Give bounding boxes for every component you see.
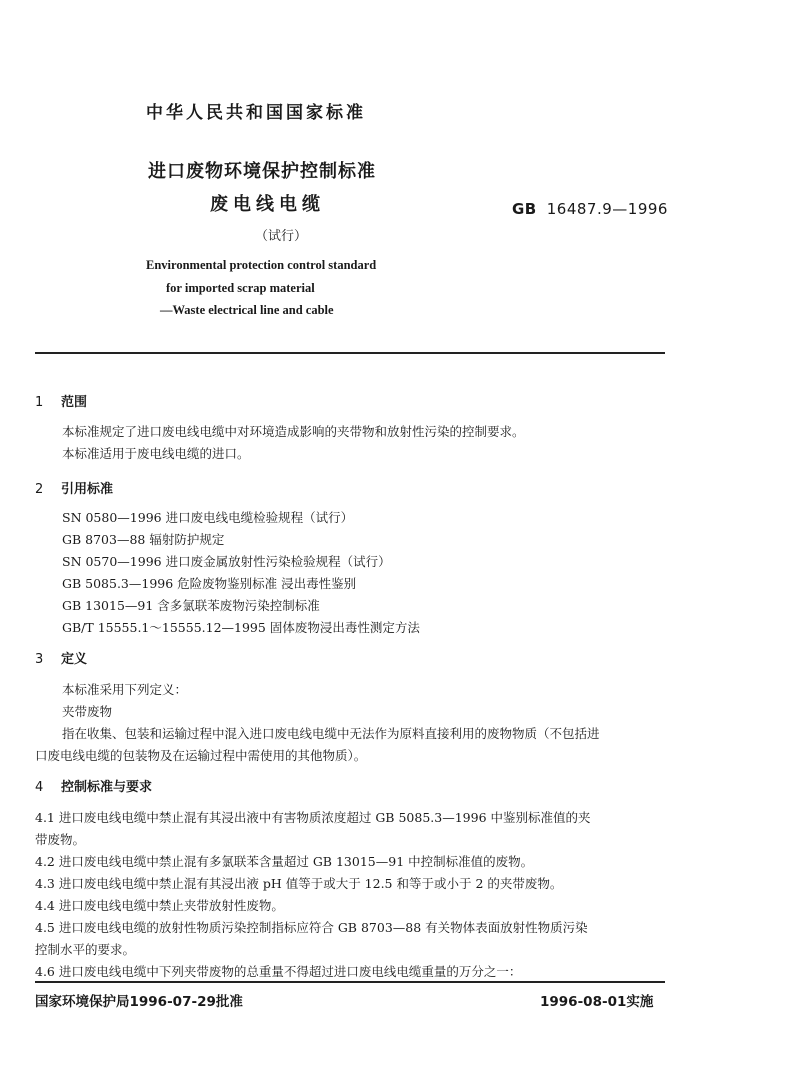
clause-4-2: 4.2 进口废电线电缆中禁止混有多氯联苯含量超过 GB 13015—91 中控制标准值的废物。	[35, 854, 534, 869]
reference-item: GB 8703—88 辐射防护规定	[62, 532, 225, 547]
clause-4-6: 4.6 进口废电线电缆中下列夹带废物的总重量不得超过进口废电线电缆重量的万分之一：	[35, 964, 522, 979]
standard-code: 16487.9—1996	[546, 200, 668, 218]
clause-4-3: 4.3 进口废电线电缆中禁止混有其浸出液 pH 值等于或大于 12.5 和等于或小于 2 的夹带废物。	[35, 876, 563, 891]
standard-prefix: GB	[512, 200, 537, 218]
section-3-term: 夹带废物	[62, 704, 113, 719]
section-2-heading: 2 引用标准	[35, 482, 114, 497]
section-3-intro: 本标准采用下列定义：	[62, 682, 188, 697]
clause-4-1-line-2: 带废物。	[35, 832, 86, 847]
national-standard-heading: 中华人民共和国国家标准	[146, 103, 366, 123]
approval-date: 国家环境保护局1996-07-29批准	[35, 994, 243, 1010]
reference-item: GB 5085.3—1996 危险废物鉴别标准 浸出毒性鉴别	[62, 576, 357, 591]
section-1-para-2: 本标准适用于废电线电缆的进口。	[62, 446, 250, 461]
english-title-line-1: Environmental protection control standard	[146, 258, 377, 272]
section-4-heading: 4 控制标准与要求	[35, 780, 153, 795]
header-divider	[35, 352, 665, 354]
trial-note: （试行）	[255, 229, 308, 244]
reference-item: SN 0570—1996 进口废金属放射性污染检验规程（试行）	[62, 554, 391, 569]
clause-4-1-line-1: 4.1 进口废电线电缆中禁止混有其浸出液中有害物质浓度超过 GB 5085.3—1996 中鉴别标准值的夹	[35, 810, 591, 825]
clause-4-4: 4.4 进口废电线电缆中禁止夹带放射性废物。	[35, 898, 284, 913]
footer-divider	[35, 981, 665, 983]
standard-title: 进口废物环境保护控制标准	[148, 161, 376, 182]
section-1-para-1: 本标准规定了进口废电线电缆中对环境造成影响的夹带物和放射性污染的控制要求。	[62, 424, 525, 439]
reference-item: SN 0580—1996 进口废电线电缆检验规程（试行）	[62, 510, 354, 525]
standard-subtitle: 废电线电缆	[210, 194, 325, 215]
implementation-date: 1996-08-01实施	[540, 994, 654, 1010]
standard-number	[512, 200, 668, 218]
reference-item: GB 13015—91 含多氯联苯废物污染控制标准	[62, 598, 320, 613]
clause-4-5-line-1: 4.5 进口废电线电缆的放射性物质污染控制指标应符合 GB 8703—88 有关物体表面放射性物质污染	[35, 920, 588, 935]
english-title-line-3: —Waste electrical line and cable	[160, 303, 334, 317]
section-3-definition-line-2: 口废电线电缆的包装物及在运输过程中需使用的其他物质）。	[35, 748, 367, 763]
clause-4-5-line-2: 控制水平的要求。	[35, 942, 136, 957]
section-1-heading: 1 范围	[35, 395, 88, 410]
reference-item: GB/T 15555.1～15555.12—1995 固体废物浸出毒性测定方法	[62, 620, 420, 635]
section-3-heading: 3 定义	[35, 652, 88, 667]
english-title-line-2: for imported scrap material	[166, 281, 315, 295]
section-3-definition-line-1: 指在收集、包装和运输过程中混入进口废电线电缆中无法作为原料直接利用的废物物质（不包括进	[62, 726, 600, 741]
